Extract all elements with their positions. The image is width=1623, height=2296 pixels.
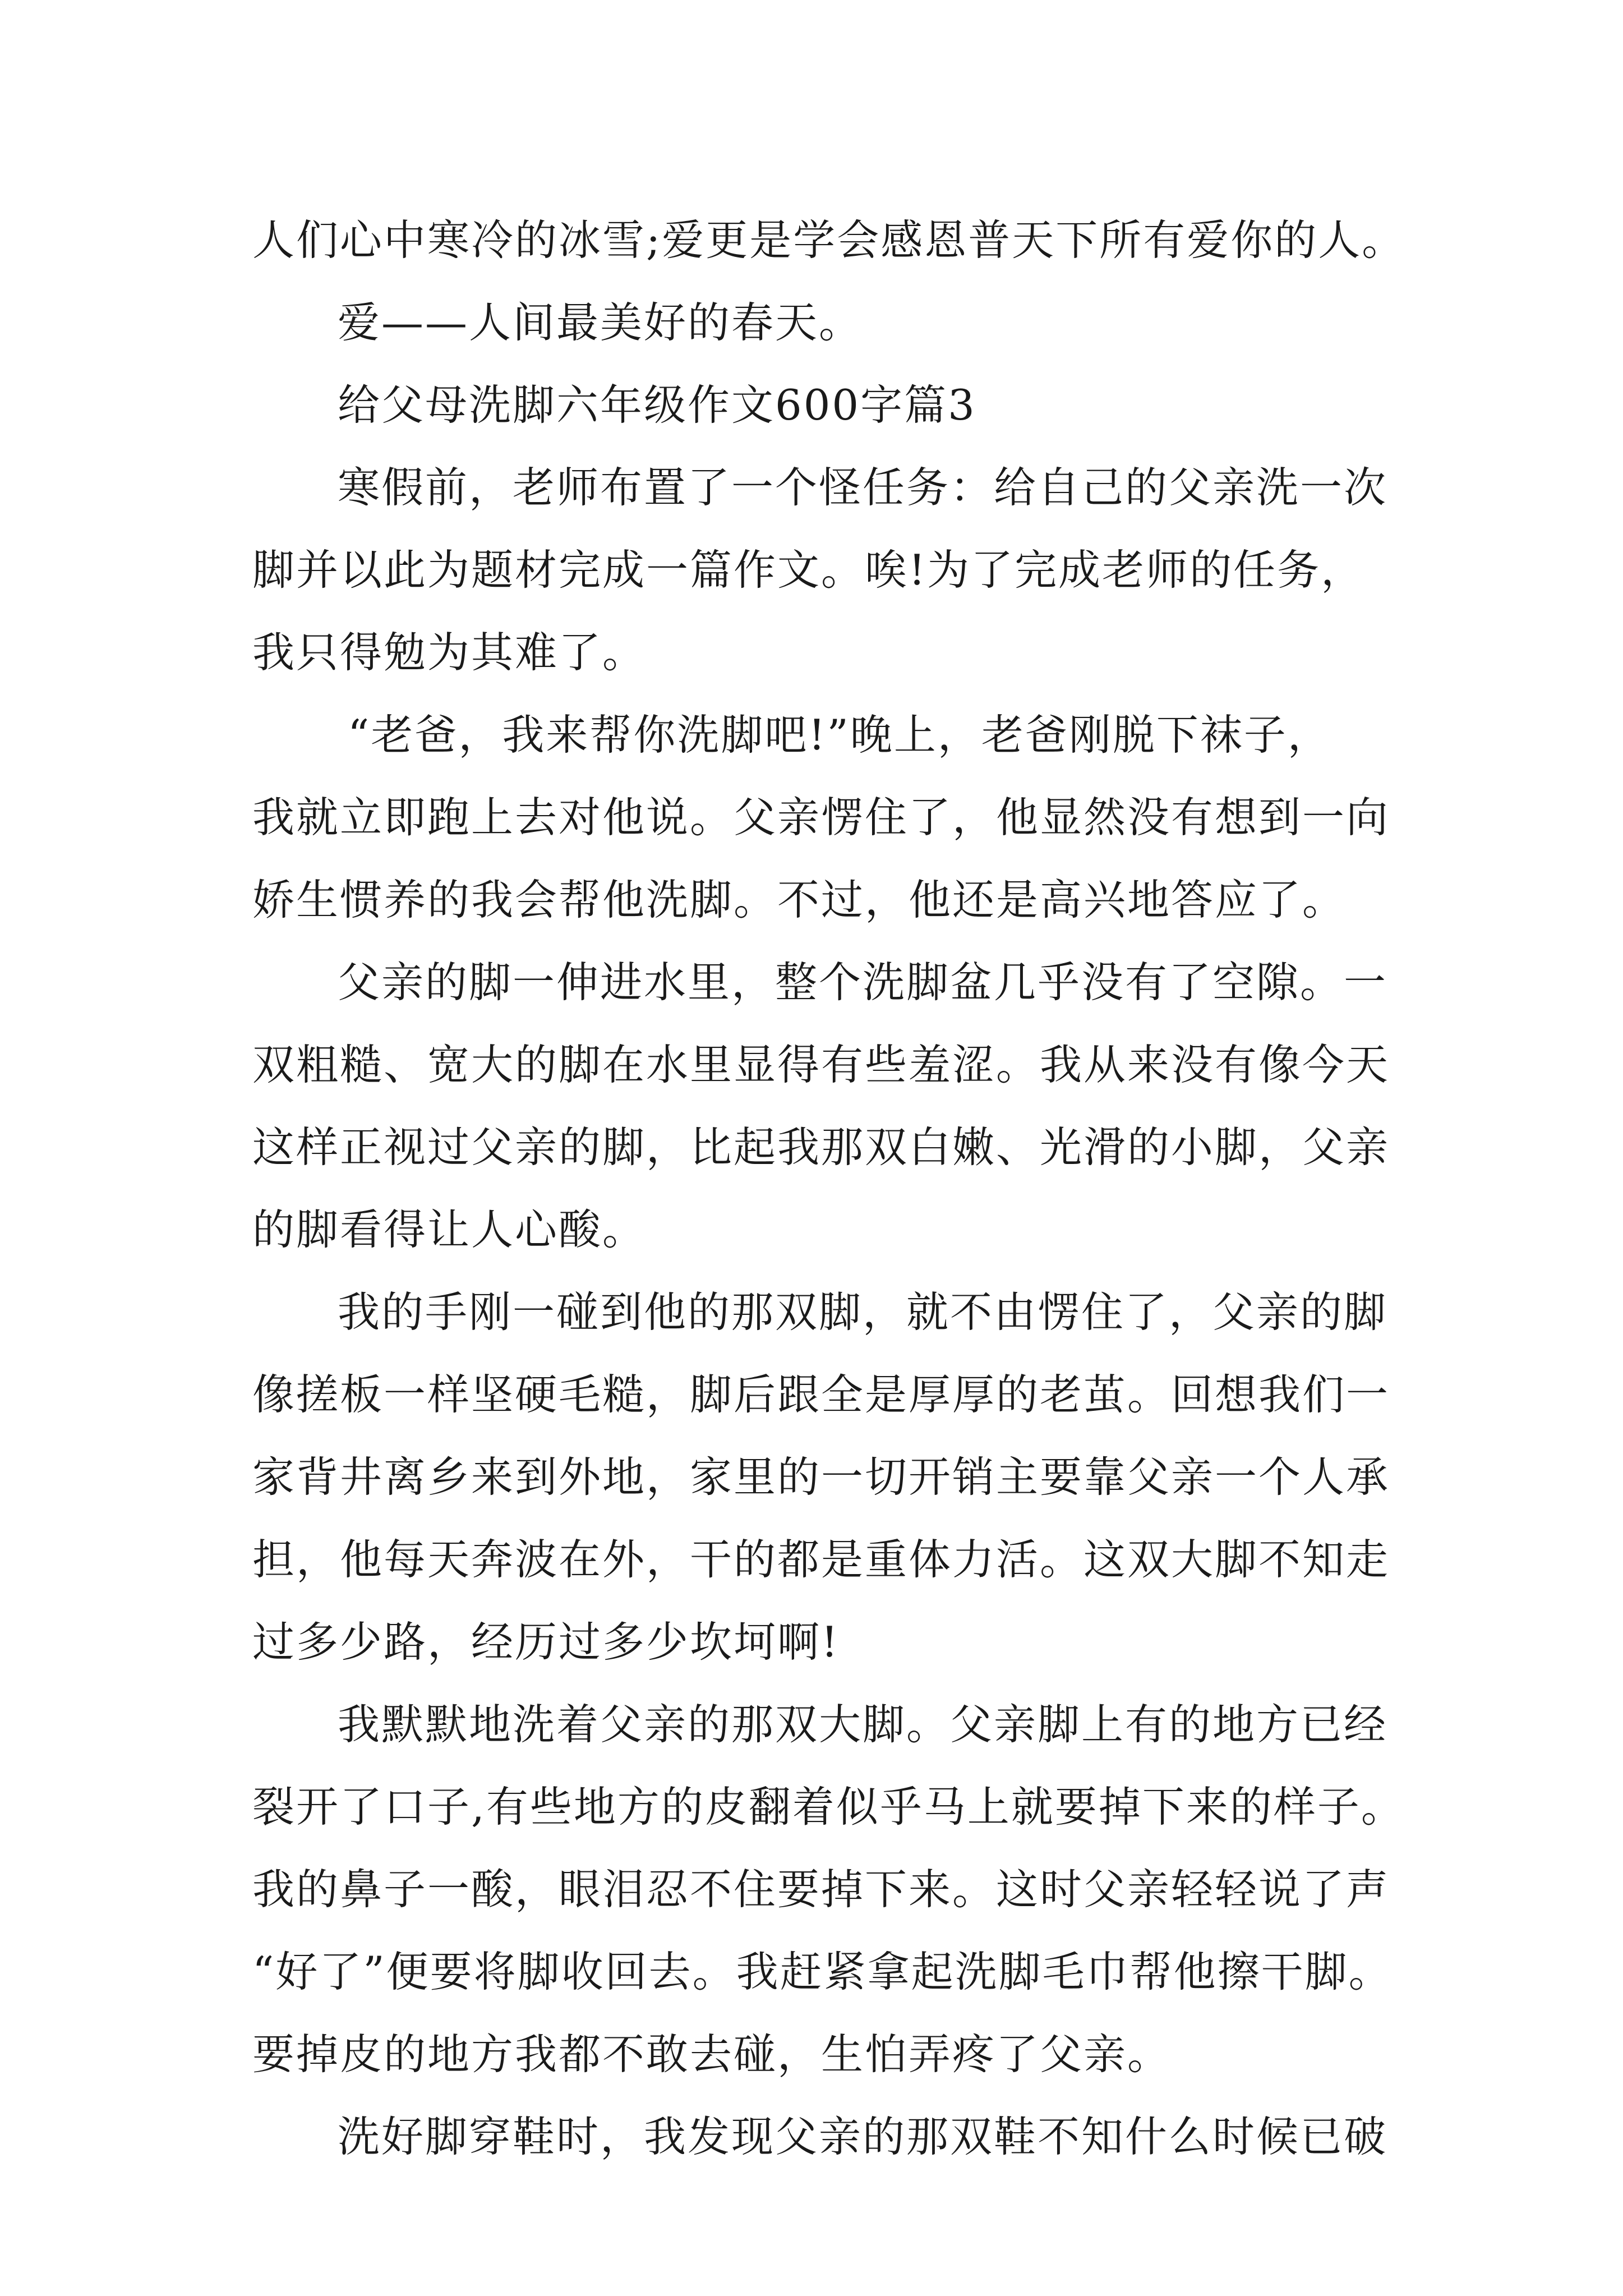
text-line: 家背井离乡来到外地，家里的一切开销主要靠父亲一个人承: [252, 1452, 1390, 1502]
text-line: 寒假前，老师布置了一个怪任务：给自己的父亲洗一次: [338, 463, 1388, 512]
text-line: 我就立即跑上去对他说。父亲愣住了，他显然没有想到一向: [252, 793, 1390, 842]
text-line: 脚并以此为题材完成一篇作文。唉!为了完成老师的任务，: [252, 545, 1365, 595]
text-line: 要掉皮的地方我都不敢去碰，生怕弄疼了父亲。: [252, 2030, 1172, 2079]
text-line: 担，他每天奔波在外，干的都是重体力活。这双大脚不知走: [252, 1535, 1390, 1584]
text-line: 过多少路，经历过多少坎坷啊!: [252, 1617, 840, 1667]
text-line: 我的手刚一碰到他的那双脚，就不由愣住了，父亲的脚: [338, 1287, 1388, 1337]
text-line: 洗好脚穿鞋时，我发现父亲的那双鞋不知什么时候已破: [338, 2112, 1388, 2161]
section-heading: 给父母洗脚六年级作文600字篇3: [338, 380, 976, 430]
text-line: 我只得勉为其难了。: [252, 628, 647, 677]
text-line: 娇生惯养的我会帮他洗脚。不过，他还是高兴地答应了。: [252, 875, 1347, 924]
text-line: 裂开了口子,有些地方的皮翻着似乎马上就要掉下来的样子。: [252, 1782, 1405, 1832]
text-line: 父亲的脚一伸进水里，整个洗脚盆几乎没有了空隙。一: [338, 958, 1388, 1007]
text-line: 双粗糙、宽大的脚在水里显得有些羞涩。我从来没有像今天: [252, 1040, 1390, 1089]
text-line: 人们心中寒冷的冰雪;爱更是学会感恩普天下所有爱你的人。: [252, 215, 1406, 265]
text-line: 爱——人间最美好的春天。: [338, 298, 863, 347]
text-line: 我的鼻子一酸，眼泪忍不住要掉下来。这时父亲轻轻说了声: [252, 1865, 1390, 1914]
text-line: “好了”便要将脚收回去。我赶紧拿起洗脚毛巾帮他擦干脚。: [252, 1947, 1393, 1996]
text-line: 像搓板一样坚硬毛糙，脚后跟全是厚厚的老茧。回想我们一: [252, 1370, 1390, 1419]
essay-body: [252, 199, 1406, 2178]
text-line: 的脚看得让人心酸。: [252, 1205, 647, 1254]
text-line: 这样正视过父亲的脚，比起我那双白嫩、光滑的小脚，父亲: [252, 1122, 1390, 1172]
text-line: “老爸，我来帮你洗脚吧!”晚上，老爸刚脱下袜子，: [348, 710, 1331, 760]
text-line: 我默默地洗着父亲的那双大脚。父亲脚上有的地方已经: [338, 1700, 1388, 1749]
